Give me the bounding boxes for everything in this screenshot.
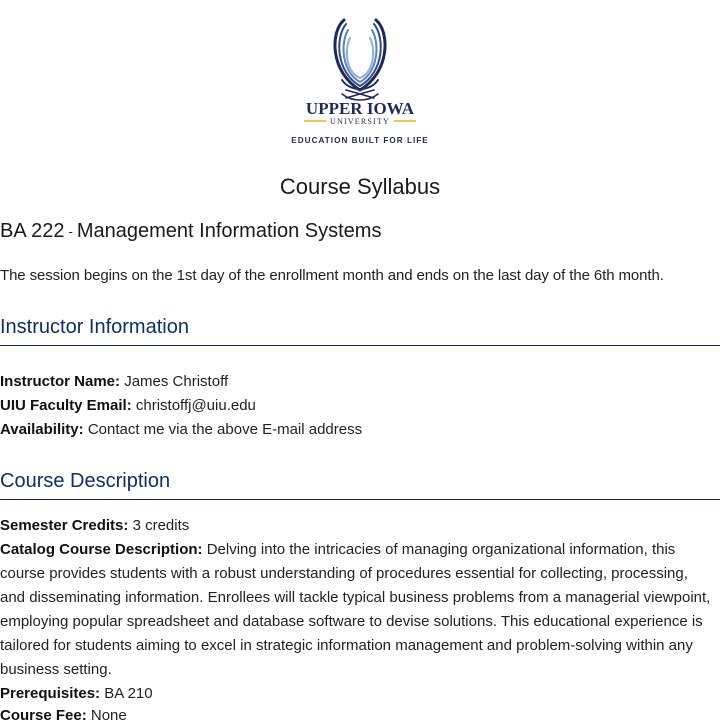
- section-heading-instructor: Instructor Information: [0, 316, 720, 346]
- course-fee-row: [0, 704, 127, 720]
- prerequisites-value: BA 210: [104, 685, 153, 702]
- field-label: UIU Faculty Email:: [0, 397, 132, 414]
- field-label: Course Fee:: [0, 707, 87, 720]
- availability-value: Contact me via the above E-mail address: [87, 421, 363, 438]
- logo-sub: UNIVERSITY: [330, 117, 390, 126]
- instructor-name: James Christoff: [124, 373, 229, 390]
- logo-container: [0, 14, 720, 148]
- uiu-emblem-icon: [280, 14, 440, 148]
- course-code: BA 222: [0, 220, 65, 242]
- field-label: Prerequisites:: [0, 685, 101, 702]
- instructor-name-row: [0, 370, 228, 394]
- logo-tagline: EDUCATION BUILT FOR LIFE: [291, 136, 429, 145]
- section-heading-course-description: Course Description: [0, 470, 720, 500]
- field-label: Availability:: [0, 421, 84, 438]
- course-separator: -: [68, 224, 73, 239]
- course-heading: [0, 220, 381, 243]
- page-title: Course Syllabus: [279, 174, 441, 199]
- instructor-email-row: [0, 394, 256, 418]
- field-label: Catalog Course Description:: [0, 541, 203, 558]
- prerequisites-row: [0, 682, 153, 706]
- course-fee-value: None: [90, 707, 127, 720]
- logo-name: UPPER IOWA: [305, 99, 415, 118]
- credits-value: 3 credits: [132, 517, 190, 534]
- field-label: Semester Credits:: [0, 517, 129, 534]
- instructor-email-link[interactable]: christoffj@uiu.edu: [135, 397, 256, 414]
- catalog-text: Delving into the intricacies of managing organizational information, this course provides students with a robust understanding of procedures essential for collecting, processing, and disseminating information. Enrollees will tackle typical business problems from a managerial viewpoint, employing popular spreadsheet and database software to devise solutions. This educational experience is tailored for students aiming to excel in strategic information management and problem-solving within any business setting.: [0, 541, 711, 678]
- catalog-description: [0, 538, 716, 682]
- session-note: The session begins on the 1st day of the enrollment month and ends on the last day of the 6th month.: [0, 267, 664, 284]
- availability-row: [0, 418, 362, 442]
- field-label: Instructor Name:: [0, 373, 121, 390]
- credits-row: [0, 514, 189, 538]
- university-logo: [280, 14, 440, 148]
- course-name: Management Information Systems: [76, 220, 382, 242]
